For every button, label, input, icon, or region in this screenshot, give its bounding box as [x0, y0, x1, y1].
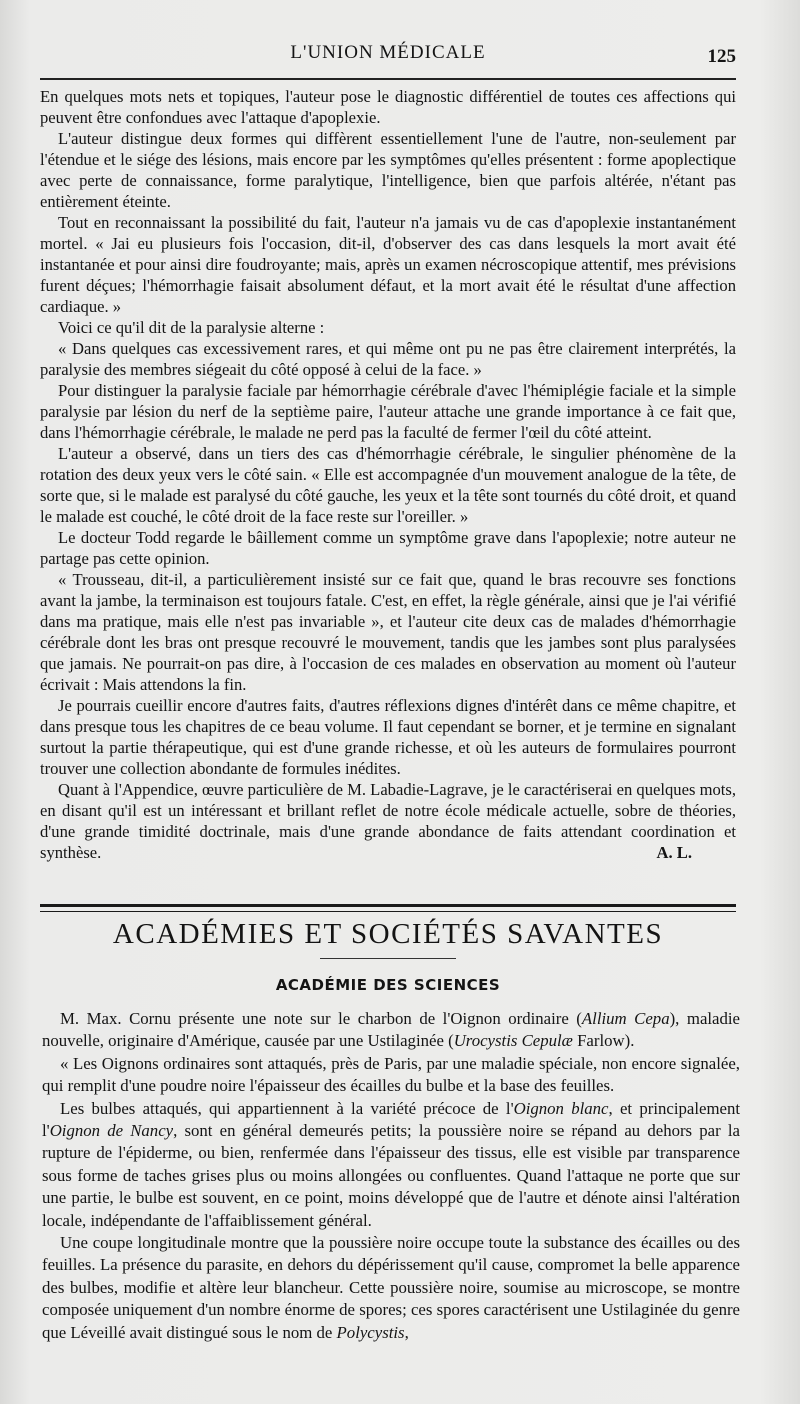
italic-term: Urocystis Cepulæ	[453, 1031, 573, 1051]
paragraph: L'auteur a observé, dans un tiers des cas d'hémorrhagie cérébrale, le singulier phénomène de la rotation des deux yeux vers le côté sain. « Elle est accompagnée d'un mouvement analogue de la tête, de sorte que, si le malade est paralysé du côté gauche, les yeux et la tête sont tournés du côté droit, et quand le malade est couché, le côté droit de la face reste sur l'oreiller. »	[40, 444, 736, 526]
text-span: ,	[404, 1322, 409, 1342]
section-divider	[40, 904, 736, 912]
title-underline	[320, 958, 456, 959]
italic-term: Oignon de Nancy	[49, 1121, 174, 1141]
running-title: L'UNION MÉDICALE	[290, 42, 486, 63]
header-rule	[40, 78, 736, 80]
section-title: ACADÉMIES ET SOCIÉTÉS SAVANTES	[112, 918, 664, 950]
text-span: Farlow).	[572, 1031, 635, 1051]
paragraph: « Les Oignons ordinaires sont attaqués, près de Paris, par une maladie spéciale, non encore signalée, qui remplit d'une poudre noire l'épaisseur des écailles du bulbe et la base des feuilles.	[42, 1053, 740, 1096]
author-signature: A. L.	[656, 843, 692, 862]
page-number: 125	[707, 46, 736, 67]
paragraph: « Trousseau, dit-il, a particulièrement insisté sur ce fait que, quand le bras recouvre ses fonctions avant la jambe, la terminaison est toujours fatale. C'est, en effet, la règle générale, ainsi que je l'ai vérifié dans ma pratique, mais elle n'est pas invariable », et l'auteur cite deux cas de malades d'hémorrhagie cérébrale dont les bras ont presque recouvré le mouvement, tandis que les jambes sont plus paralysées que jamais. Ne pourrait-on pas dire, à l'occasion de ces malades en observation au moment où l'auteur écrivait : Mais attendons la fin.	[40, 570, 736, 694]
text-span: Les bulbes attaqués, qui appartiennent à la variété précoce de l'	[60, 1098, 514, 1118]
text-span: , sont en général demeurés petits; la poussière noire se répand au dehors par la rupture de l'épiderme, ou bien, renfermée dans l'épaisseur des tissus, elle est visible par transparence sous forme de taches grises plus ou moins allongées ou confluentes. Quand l'attaque ne porte que sur une partie, le bulbe est souvent, en ce point, moins développé que de l'autre et dénote ainsi l'altération locale, indépendante de l'affaiblissement général.	[42, 1121, 740, 1230]
italic-term: Polycystis	[336, 1322, 405, 1342]
text-span: Une coupe longitudinale montre que la poussière noire occupe toute la substance des écailles ou des feuilles. La présence du parasite, en dehors du dépérissement qu'il cause, compromet la belle apparence des bulbes, modifie et altère leur blancheur. Cette poussière noire, soumise au microscope, se montre composée uniquement d'un nombre énorme de spores; ces spores caractérisent une Ustilaginée du genre que Léveillé avait distingué sous le nom de	[42, 1233, 740, 1342]
text-span: , et principalement l'	[42, 1098, 740, 1141]
review-text	[40, 86, 736, 863]
paragraph: En quelques mots nets et topiques, l'auteur pose le diagnostic différentiel de toutes ces affections qui peuvent être confondues avec l'attaque d'apoplexie.	[40, 87, 736, 127]
paragraph-text: Quant à l'Appendice, œuvre particulière de M. Labadie-Lagrave, je le caractériserai en quelques mots, en disant qu'il est un intéressant et brillant reflet de notre école médicale actuelle, sobre de théories, d'une grande timidité doctrinale, mais d'une grande abondance de faits attendant coordination et synthèse.	[40, 780, 736, 862]
paragraph	[42, 1098, 740, 1232]
paragraph: Voici ce qu'il dit de la paralysie alterne :	[58, 318, 325, 337]
italic-term: Oignon blanc	[513, 1098, 609, 1118]
text-span: ), maladie nouvelle, originaire d'Amérique, causée par une Ustilaginée (	[42, 1009, 741, 1051]
italic-term: Allium Cepa	[581, 1009, 670, 1028]
academy-text	[42, 1008, 740, 1344]
paragraph: Tout en reconnaissant la possibilité du fait, l'auteur n'a jamais vu de cas d'apoplexie instantanément mortel. « Jai eu plusieurs fois l'occasion, dit-il, d'observer des cas dans lesquels la mort avait été instantanée et pour ainsi dire foudroyante; mais, après un examen nécroscopique attentif, mes prévisions furent déçues; l'hémorrhagie faisait absolument défaut, et la mort avait été le résultat d'une affection cardiaque. »	[40, 213, 736, 316]
paragraph: Le docteur Todd regarde le bâillement comme un symptôme grave dans l'apoplexie; notre auteur ne partage pas cette opinion.	[40, 528, 736, 568]
paragraph	[42, 1008, 740, 1053]
page-header	[40, 38, 736, 78]
paragraph: Pour distinguer la paralysie faciale par hémorrhagie cérébrale d'avec l'hémiplégie faciale et la simple paralysie par lésion du nerf de la septième paire, l'auteur attache une grande importance à ce fait que, dans l'hémorrhagie cérébrale, le malade ne perd pas la faculté de fermer l'œil du côté atteint.	[40, 381, 736, 442]
subsection-title: ACADÉMIE DES SCIENCES	[275, 976, 501, 994]
paragraph	[42, 1232, 740, 1344]
text-span: M. Max. Cornu présente une note sur le charbon de l'Oignon ordinaire (	[60, 1009, 582, 1028]
paragraph: L'auteur distingue deux formes qui diffèrent essentiellement l'une de l'autre, non-seulement par l'étendue et le siége des lésions, mais encore par les symptômes qu'elles présentent : forme apoplectique avec perte de connaissance, forme paralytique, l'intelligence, bien que parfois altérée, n'étant pas entièrement éteinte.	[40, 129, 736, 211]
paragraph: « Dans quelques cas excessivement rares, et qui même ont pu ne pas être clairement interprétés, la paralysie des membres siégeait du côté opposé à celui de la face. »	[40, 339, 736, 379]
paragraph: Je pourrais cueillir encore d'autres faits, d'autres réflexions dignes d'intérêt dans ce même chapitre, et dans presque tous les chapitres de ce beau volume. Il faut cependant se borner, et je termine en signalant surtout la partie thérapeutique, qui est d'une grande richesse, et où les auteurs de formulaires pourront trouver une collection abondante de formules inédites.	[40, 696, 736, 778]
paragraph-last	[40, 779, 736, 863]
